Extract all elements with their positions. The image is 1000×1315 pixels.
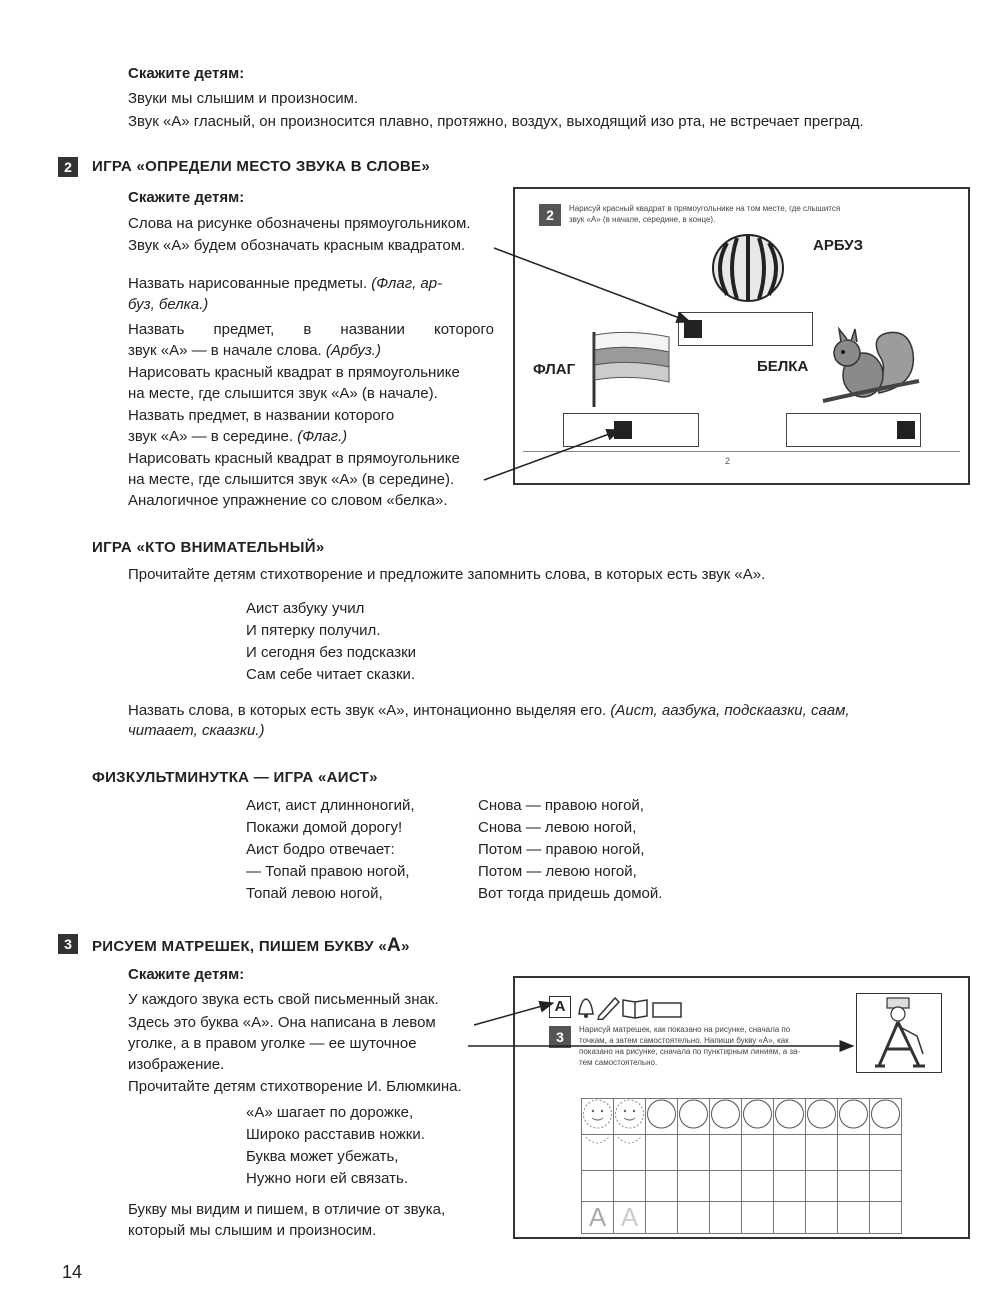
poem-line: Потом — правою ногой, <box>478 841 645 858</box>
poem-line: И сегодня без подсказки <box>246 644 417 661</box>
text-line: на месте, где слышится звук «А» (в середине). <box>128 471 455 488</box>
task-text: Назвать слова, в которых есть звук «А», интонационно выделяя его. (Аист, аазбука, подскаазки, саам, <box>128 702 850 719</box>
poem-line: Аист бодро отвечает: <box>246 841 395 858</box>
page-number: 14 <box>62 1262 83 1282</box>
arrow-to-flag <box>484 430 620 480</box>
say-label: Скажите детям: <box>128 65 245 82</box>
text-line: У каждого звука есть свой письменный знак. <box>128 991 439 1008</box>
poem-line: Широко расставив ножки. <box>246 1126 425 1143</box>
arrow-to-letter <box>474 1003 553 1025</box>
text-line: Аналогичное упражнение со словом «белка». <box>128 492 448 509</box>
text-line: Букву мы видим и пишем, в отличие от звука, <box>128 1201 446 1218</box>
say-label: Скажите детям: <box>128 966 245 983</box>
poem-line: — Топай правою ногой, <box>246 863 410 880</box>
word-arbuz: АРБУЗ <box>813 237 863 254</box>
panel-instruction: Нарисуй красный квадрат в прямоугольнике на том месте, где слышится <box>569 204 841 213</box>
section-number-badge: 3 <box>58 934 78 954</box>
section-title: РИСУЕМ МАТРЕШЕК, ПИШЕМ БУКВУ «А» <box>92 935 410 956</box>
text-line: звук «А» — в начале слова. (Арбуз.) <box>128 342 381 359</box>
text-line: звук «А» — в середине. (Флаг.) <box>128 428 348 445</box>
text-line: Слова на рисунке обозначены прямоугольником. <box>128 215 471 232</box>
text-line: изображение. <box>128 1056 225 1073</box>
text-line: Назвать предмет, в названии которого <box>128 407 395 424</box>
text-line: Нарисовать красный квадрат в прямоугольнике <box>128 450 460 467</box>
panel-number-badge: 2 <box>539 204 561 226</box>
text-line: буз, белка.) <box>128 296 209 313</box>
text-line: Назвать нарисованные предметы. (Флаг, ар- <box>128 275 443 292</box>
poem-line: «А» шагает по дорожке, <box>246 1104 414 1121</box>
word-flag: ФЛАГ <box>533 361 576 378</box>
poem-line: Нужно ноги ей связать. <box>246 1170 409 1187</box>
text-line: Назвать предмет, в названии которого <box>128 321 494 338</box>
poem-line: Буква может убежать, <box>246 1148 399 1165</box>
text-line: Звук «А» гласный, он произносится плавно, протяжно, воздух, выходящий изо рта, не встречает преград. <box>128 113 864 130</box>
text-line: уголке, а в правом уголке — ее шуточное <box>128 1035 417 1052</box>
say-label: Скажите детям: <box>128 189 245 206</box>
text-line: Звук «А» будем обозначать красным квадратом. <box>128 237 466 254</box>
poem-line: Сам себе читает сказки. <box>246 666 416 683</box>
text-line: на месте, где слышится звук «А» (в начале). <box>128 385 438 402</box>
panel-instruction: Нарисуй матрешек, как показано на рисунке, сначала по <box>579 1025 791 1034</box>
poem-line: И пятерку получил. <box>246 622 381 639</box>
section-title: ФИЗКУЛЬТМИНУТКА — ИГРА «АИСТ» <box>92 769 378 786</box>
poem-line: Аист, аист длинноногий, <box>246 797 415 814</box>
word-belka: БЕЛКА <box>757 358 809 375</box>
poem-line: Топай левою ногой, <box>246 885 383 902</box>
section-number-badge: 2 <box>58 157 78 177</box>
poem-line: Покажи домой дорогу! <box>246 819 403 836</box>
poem-line: Аист азбуку учил <box>246 600 365 617</box>
instruction-text: Прочитайте детям стихотворение и предложите запомнить слова, в которых есть звук «А». <box>128 566 766 583</box>
panel-instruction: звук «А» (в начале, середине, в конце). <box>569 215 716 224</box>
panel-instruction: показано на рисунке, сначала по пунктирным линиям, а за- <box>579 1047 801 1056</box>
letter-box: А <box>549 996 571 1018</box>
guide-letter-dotted: А <box>620 1202 639 1232</box>
guide-letter: А <box>588 1202 607 1232</box>
panel-page-number: 2 <box>725 456 731 466</box>
text-line: Нарисовать красный квадрат в прямоугольнике <box>128 364 460 381</box>
panel-instruction: точкам, а затем самостоятельно. Напиши букву «А», как <box>579 1036 789 1045</box>
text-line: Прочитайте детям стихотворение И. Блюмкина. <box>128 1078 462 1095</box>
poem-line: Потом — левою ногой, <box>478 863 637 880</box>
arrow-to-arbuz <box>494 248 690 322</box>
text-line: который мы слышим и произносим. <box>128 1222 377 1239</box>
poem-line: Снова — левою ногой, <box>478 819 637 836</box>
panel-instruction: тем самостоятельно. <box>579 1058 658 1067</box>
text-line: Здесь это буква «А». Она написана в левом <box>128 1014 436 1031</box>
text-line: Звуки мы слышим и произносим. <box>128 90 359 107</box>
panel-number-badge: 3 <box>549 1026 571 1048</box>
poem-line: Снова — правою ногой, <box>478 797 644 814</box>
section-title: ИГРА «ОПРЕДЕЛИ МЕСТО ЗВУКА В СЛОВЕ» <box>92 158 430 175</box>
task-text: читаает, скаазки.) <box>128 722 265 739</box>
poem-line: Вот тогда придешь домой. <box>478 885 663 902</box>
section-title: ИГРА «КТО ВНИМАТЕЛЬНЫЙ» <box>92 539 325 556</box>
